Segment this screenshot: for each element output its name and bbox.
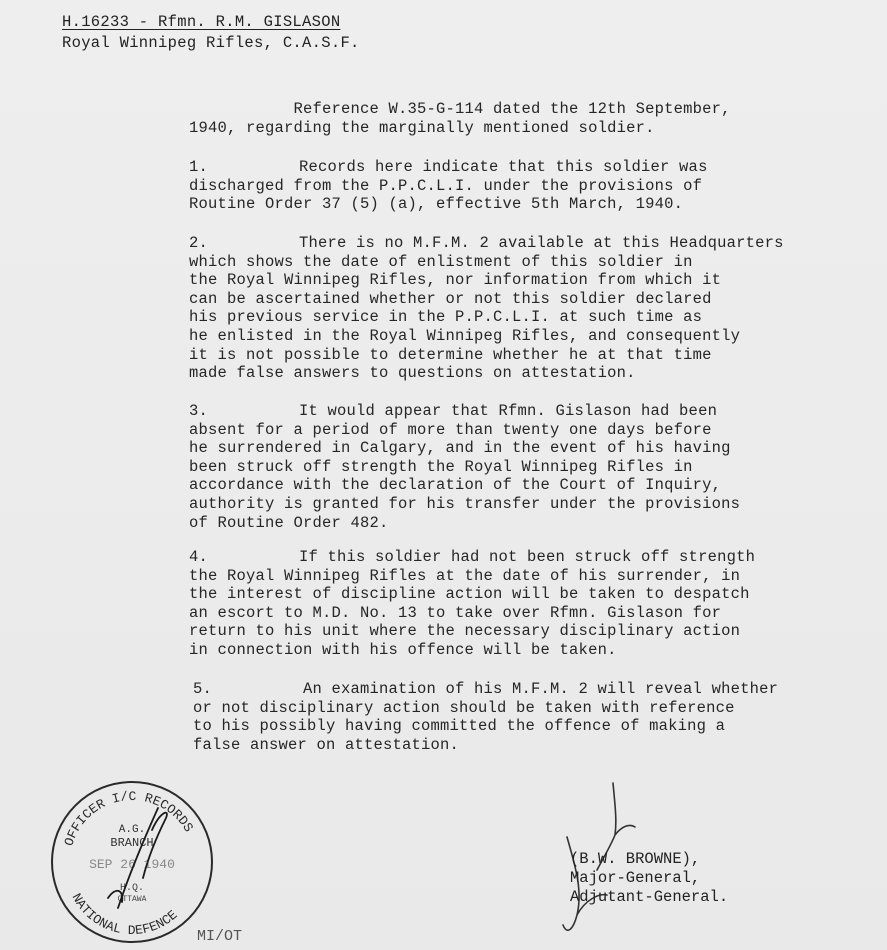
paragraph-number: 4. [189, 548, 209, 566]
reference-initials: MI/OT [197, 928, 243, 945]
intro-line: Reference W.35-G-114 dated the 12th September, [189, 100, 731, 118]
paragraph-line: If this soldier had not been struck off strength [299, 548, 756, 566]
signature-block [570, 850, 728, 907]
paragraph-line: Routine Order 37 (5) (a), effective 5th March, 1940. [189, 195, 684, 214]
paragraph-line: false answer on attestation. [193, 735, 460, 754]
paragraph-1 [189, 158, 708, 214]
stamp-date: SEP 26 1940 [89, 857, 175, 872]
signer-name: (B.W. BROWNE), [570, 850, 701, 868]
paragraph-line: authority is granted for his transfer under the provisions [189, 494, 741, 513]
paragraph-line: can be ascertained whether or not this soldier declared [189, 289, 712, 308]
intro-line: 1940, regarding the marginally mentioned soldier. [189, 118, 655, 137]
paragraph-line: It would appear that Rfmn. Gislason had been [299, 402, 718, 420]
paragraph-line: discharged from the P.P.C.L.I. under the provisions of [189, 176, 703, 195]
letter-heading [62, 12, 360, 54]
stamp-hq: H.Q. [119, 883, 145, 894]
paragraph-line: accordance with the declaration of the Court of Inquiry, [189, 476, 722, 495]
stamp-top-text: OFFICER I/C RECORDS [61, 788, 197, 848]
paragraph-line: made false answers to questions on attestation. [189, 364, 636, 383]
paragraph-line: absent for a period of more than twenty one days before [189, 420, 712, 439]
paragraph-line: of Routine Order 482. [189, 513, 389, 532]
heading-unit-line: Royal Winnipeg Rifles, C.A.S.F. [62, 34, 360, 52]
paragraph-line: his previous service in the P.P.C.L.I. at such time as [189, 308, 703, 327]
paragraph-line: he surrendered in Calgary, and in the event of his having [189, 439, 731, 458]
paragraph-line: which shows the date of enlistment of this soldier in [189, 252, 693, 271]
paragraph-number: 5. [193, 680, 213, 698]
paragraph-line: An examination of his M.F.M. 2 will reveal whether [303, 680, 779, 698]
stamp-city: OTTAWA [117, 895, 147, 904]
paragraph-line: the Royal Winnipeg Rifles at the date of his surrender, in [189, 566, 741, 585]
paragraph-line: in connection with his offence will be taken. [189, 640, 617, 659]
paragraph-4 [189, 548, 755, 660]
records-stamp [48, 778, 216, 946]
paragraph-3 [189, 402, 740, 532]
stamp-branch-a: A.G. [118, 824, 146, 836]
paragraph-number: 1. [189, 158, 209, 176]
stamp-branch-b: BRANCH [110, 836, 154, 850]
paragraph-line: been struck off strength the Royal Winnipeg Rifles in [189, 457, 693, 476]
paragraph-2 [189, 234, 784, 383]
paragraph-line: or not disciplinary action should be taken with reference [193, 698, 735, 717]
paragraph-line: the interest of discipline action will be taken to despatch [189, 585, 750, 604]
paragraph-line: he enlisted in the Royal Winnipeg Rifles, and consequently [189, 326, 741, 345]
paragraph-line: to his possibly having committed the offence of making a [193, 717, 726, 736]
paragraph-5 [193, 680, 778, 754]
heading-soldier-line: H.16233 - Rfmn. R.M. GISLASON [62, 13, 341, 31]
paragraph-line: an escort to M.D. No. 13 to take over Rfmn. Gislason for [189, 603, 722, 622]
signer-title: Adjutant-General. [570, 888, 729, 906]
intro-paragraph [189, 100, 731, 137]
paragraph-number: 2. [189, 234, 209, 252]
paragraph-line: Records here indicate that this soldier was [299, 158, 708, 176]
paragraph-number: 3. [189, 402, 209, 420]
paragraph-line: return to his unit where the necessary disciplinary action [189, 622, 741, 641]
paragraph-line: it is not possible to determine whether he at that time [189, 345, 712, 364]
stamp-bottom-text: NATIONAL DEFENCE [68, 890, 181, 939]
paragraph-line: the Royal Winnipeg Rifles, nor information from which it [189, 271, 722, 290]
paragraph-line: There is no M.F.M. 2 available at this Headquarters [299, 234, 784, 252]
signer-rank: Major-General, [570, 869, 701, 887]
